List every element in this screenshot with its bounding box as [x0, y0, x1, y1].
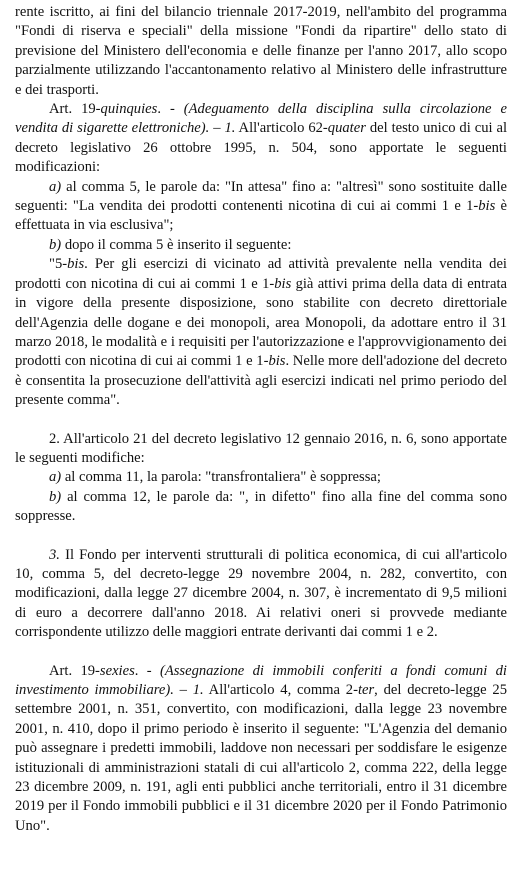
paragraph-p8: [15, 488, 507, 527]
italic-run: ter: [357, 682, 375, 698]
italic-run: bis: [67, 256, 85, 273]
text-run: è effettuata in via esclusiva";: [15, 198, 507, 234]
text-run: Art. 19-: [49, 662, 100, 679]
italic-run: 3.: [49, 546, 60, 563]
paragraph-p9: [15, 546, 507, 643]
text-run: . Nelle more dell'adozione del decreto è consentita la prosecuzione dell'attività agli esercizi indicati nel primo periodo del presente comma".: [15, 353, 507, 409]
text-run: All'articolo 62-: [235, 120, 328, 137]
italic-run: bis: [478, 198, 496, 215]
italic-run: (Assegnazione di immobili conferiti a fondi comuni di investimento immobiliare). – 1.: [15, 662, 507, 698]
italic-run: quinquies: [100, 101, 158, 118]
paragraph-p1: [15, 3, 507, 100]
italic-run: b): [49, 488, 62, 505]
text-run: già attivi prima della data di entrata in vigore della presente disposizione, sono stabilite con decreto direttoriale dell'Agenzia delle dogane e dei monopoli, area Monopoli, da adottare entro il 31 marzo 2018, le modalità e i requisiti per l'autorizzazione e l'approvvigionamento dei prodotti con nicotina di cui ai commi 1 e 1-: [15, 275, 507, 370]
text-run: "5-: [49, 256, 68, 273]
text-run: al comma 12, le parole da: ", in difetto" fino alla fine del comma sono soppresse.: [15, 488, 507, 525]
text-run: al comma 11, la parola: "transfrontaliera" è soppressa;: [61, 469, 381, 486]
text-run: . Per gli esercizi di vicinato ad attività prevalente nella vendita dei prodotti con nicotina di cui ai commi 1 e 1-: [15, 256, 507, 292]
text-run: Art. 19-: [49, 101, 101, 118]
text-run: , del decreto-legge 25 settembre 2001, n. 351, convertito, con modificazioni, dalla legge 23 novembre 2001, n. 410, dopo il primo periodo è inserito il seguente: "L'Agenzia del demanio può assegnare i predetti immobili, laddove non necessari per soddisfare le esigenze istituzionali di amministrazioni statali di cui all'articolo 2, comma 222, della legge 23 dicembre 2009, n. 191, agli enti pubblici anche territoriali, entro il 31 dicembre 2019 per il Fondo immobili pubblici e il 31 dicembre 2020 per il Fondo Patrimonio Uno".: [15, 682, 508, 834]
italic-run: (Adeguamento della disciplina sulla circolazione e vendita di sigarette elettroniche). – 1.: [15, 101, 507, 137]
text-run: . -: [134, 662, 160, 679]
text-run: al comma 5, le parole da: "In attesa" fino a: "altresì" sono sostituite dalle seguenti: "La vendita dei prodotti contenenti nicotina di cui ai commi 1 e 1-: [15, 178, 507, 215]
text-run: Il Fondo per interventi strutturali di politica economica, di cui all'articolo 10, comma 5, del decreto-legge 29 novembre 2004, n. 282, convertito, con modificazioni, dalla legge 27 dicembre 2004, n. 307, è incrementato di 9,5 milioni di euro a decorrere dall'anno 2018. Ai relativi oneri si provvede mediante corrispondente utilizzo delle maggiori entrate derivanti dai commi 1 e 2.: [15, 546, 507, 641]
paragraph-p2: [15, 100, 507, 178]
text-run: . -: [157, 101, 184, 118]
text-run: All'articolo 4, comma 2-: [203, 682, 358, 698]
paragraph-p3: [15, 178, 507, 236]
italic-run: b): [49, 236, 62, 253]
paragraph-p6: [15, 430, 507, 469]
italic-run: quater: [327, 120, 366, 137]
text-run: del testo unico di cui al decreto legislativo 26 ottobre 1995, n. 504, sono apportate le seguenti modificazioni:: [15, 120, 508, 176]
text-run: rente iscritto, ai fini del bilancio triennale 2017-2019, nell'ambito del programma "Fondi di riserva e speciali" della missione "Fondi da ripartire" dello stato di previsione del Ministero dell'economia e delle finanze per l'anno 2017, allo scopo parzialmente utilizzando l'accantonamento relativo al Ministero delle infrastrutture e dei trasporti.: [15, 4, 507, 98]
paragraph-p4: [15, 236, 507, 255]
italic-run: a): [49, 178, 62, 195]
text-run: 2. All'articolo 21 del decreto legislativo 12 gennaio 2016, n. 6, sono apportate le seguenti modifiche:: [15, 430, 507, 466]
italic-run: a): [49, 469, 62, 486]
paragraph-p5: [15, 255, 507, 410]
italic-run: bis: [268, 353, 286, 370]
paragraph-p7: [15, 468, 507, 487]
paragraph-p10: [15, 662, 507, 837]
text-run: dopo il comma 5 è inserito il seguente:: [61, 236, 292, 253]
italic-run: bis: [274, 275, 292, 292]
italic-run: sexies: [99, 662, 135, 679]
